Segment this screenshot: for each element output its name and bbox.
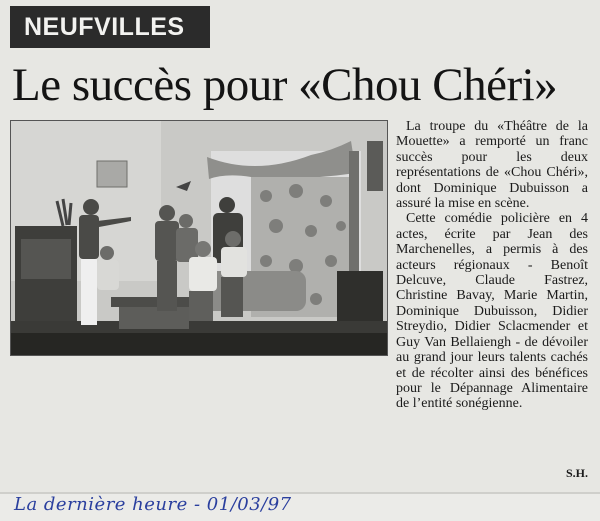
article-byline: S.H. <box>565 466 588 480</box>
article-body <box>396 119 588 412</box>
article-headline: Le succès pour «Chou Chéri» <box>12 59 558 111</box>
section-tag-label: NEUFVILLES <box>24 12 185 41</box>
section-tag <box>10 6 210 48</box>
stage-photo-image <box>11 121 387 355</box>
stage-photo <box>10 120 388 356</box>
handwritten-source-note: La dernière heure - 01/03/97 <box>14 494 292 515</box>
article-paragraph-2: Cette comédie policière en 4 actes, écrite par Jean des Marchenelles, a permis à des acteurs régionaux - Benoît Delcuve, Claude Fastrez, Christine Bavay, Marie Martin, Dominique Dubuisson, Didier Streydio, Didier Sclacmender et Guy Van Bellaiengh - de dévoiler au grand jour leurs talents cachés et de récolter ainsi des bénéfices pour le Dépannage Alimentaire de l’entité sonégienne. <box>396 211 588 412</box>
article-paragraph-1: La troupe du «Théâtre de la Mouette» a remporté un franc succès pour les deux représentations de «Chou Chéri», dont Dominique Dubuisson a assuré la mise en scène. <box>396 119 588 212</box>
